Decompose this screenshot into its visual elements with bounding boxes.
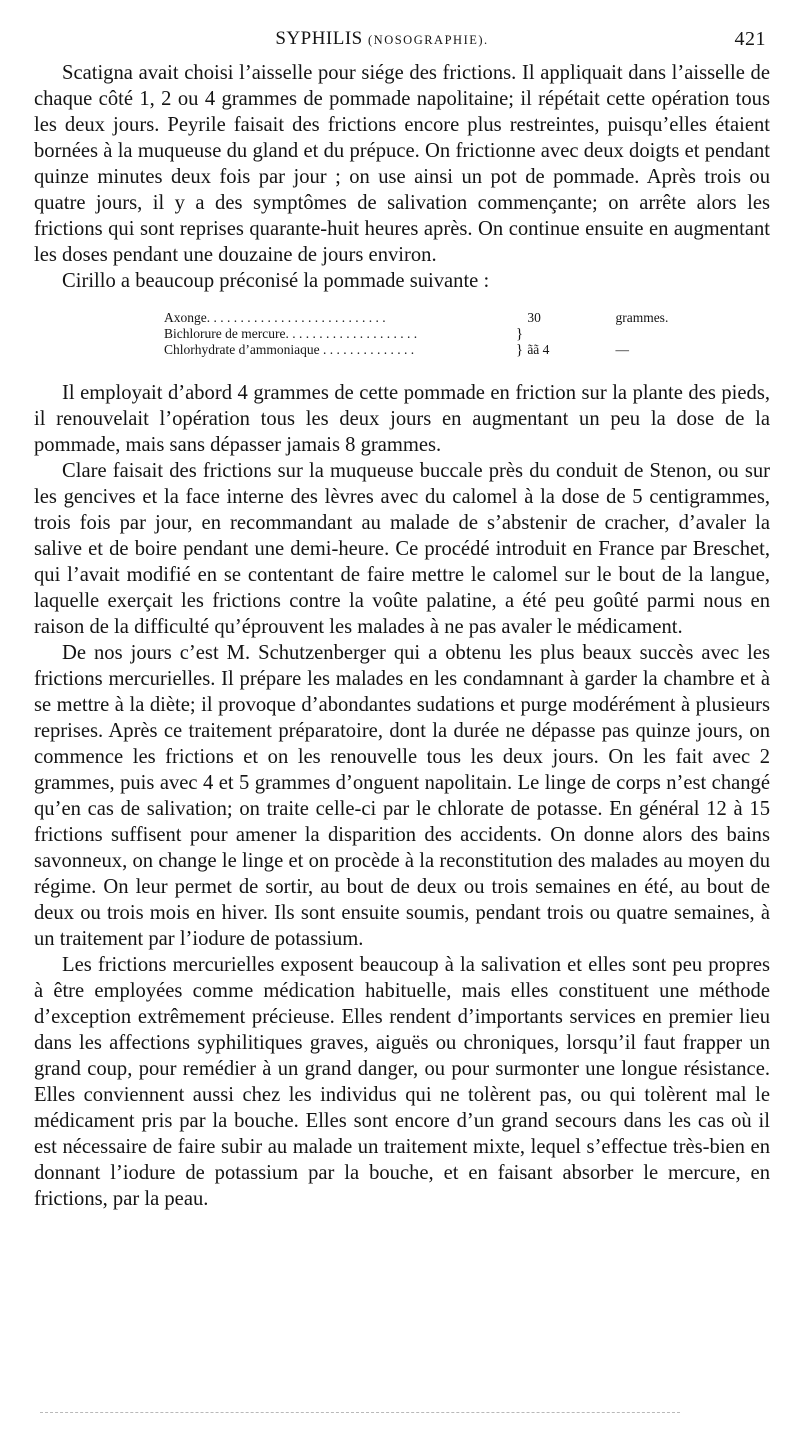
formula-unit: grammes.	[615, 310, 669, 325]
footer-rule	[40, 1412, 680, 1413]
formula-row	[164, 310, 684, 326]
running-title	[34, 28, 770, 50]
paragraph-schutzenberger: De nos jours c’est M. Schutzenberger qui a obtenu les plus beaux succès avec les frictions mercurielles. Il prépare les malades en les condamnant à garder la chambre et à se mettre à la diète; il provoque d’abondantes sudations et purge modérément à plusieurs reprises. Après ce traitement préparatoire, dont la durée ne dépasse pas quinze jours, on commence les frictions et on les renouvelle tous les deux jours. On les fait avec 2 grammes, puis avec 4 et 5 grammes d’onguent napolitain. Le linge de corps n’est changé qu’en cas de salivation; on traite celle-ci par le chlorate de potasse. En général 12 à 15 frictions suffisent pour amener la disparition des accidents. On donne alors des bains savonneux, on change le linge et on procède à la reconstitution des malades au moyen du régime. On leur permet de sortir, au bout de deux ou trois semaines en été, au bout de deux ou trois mois en hiver. Ils sont ensuite soumis, pendant trois ou quatre semaines, à un traitement par l’iodure de potassium.	[34, 642, 770, 950]
formula-row	[164, 342, 684, 358]
formula-bracket: }	[515, 326, 524, 342]
running-title-sub: (NOSOGRAPHIE).	[368, 33, 489, 47]
formula-bracket: }	[515, 342, 524, 358]
paragraph-dosage: Il employait d’abord 4 grammes de cette pommade en friction sur la plante des pieds, il renouvelait l’opération tous les deux jours en augmentant un peu la dose de la pommade, mais sans dépasser jamais 8 grammes.	[34, 382, 770, 456]
paragraph-clare: Clare faisait des frictions sur la muqueuse buccale près du conduit de Stenon, ou sur les gencives et la face interne des lèvres avec du calomel à la dose de 5 centigrammes, trois fois par jour, en recommandant au malade de s’abstenir de cracher, d’avaler la salive et de boire pendant une demi-heure. Ce procédé introduit en France par Breschet, qui l’avait modifié en se contentant de faire mettre le calomel sur le bout de la langue, laquelle exerçait les frictions contre la voûte palatine, a été peu goûté parmi nous en raison de la difficulté qu’éprouvent les malades à ne pas avaler le médicament.	[34, 460, 770, 638]
running-title-main: SYPHILIS	[275, 28, 363, 49]
paragraph-cirillo: Cirillo a beaucoup préconisé la pommade suivante :	[62, 270, 490, 292]
formula-quantity: ãã 4	[527, 342, 550, 357]
page-number: 421	[734, 28, 766, 50]
running-header	[34, 28, 770, 60]
paragraph-scatigna: Scatigna avait choisi l’aisselle pour siége des frictions. Il appliquait dans l’aisselle de chaque côté 1, 2 ou 4 grammes de pommade napolitaine; il répétait cette opération tous les deux jours. Peyrile faisait des frictions encore plus restreintes, puisqu’elles étaient bornées à la muqueuse du gland et du prépuce. On frictionne avec deux doigts et pendant quinze minutes deux fois par jour ; on use ainsi un pot de pommade. Après trois ou quatre jours, il y a des symptômes de salivation commençante; on arrête alors les frictions qui sont reprises quarante-huit heures après. On continue ensuite en augmentant les doses pendant une douzaine de jours environ.	[34, 62, 770, 266]
formula-ingredient: Chlorhydrate d’ammoniaque . . . . . . . . . . . . . .	[164, 342, 415, 357]
formula-table	[164, 310, 684, 358]
formula-unit: —	[615, 342, 629, 357]
formula-quantity: 30	[527, 310, 541, 325]
formula-ingredient: Bichlorure de mercure. . . . . . . . . . . . . . . . . . . .	[164, 326, 418, 341]
formula-row	[164, 326, 684, 342]
paragraph-conclusion: Les frictions mercurielles exposent beaucoup à la salivation et elles sont peu propres à être employées comme médication habituelle, mais elles constituent une méthode d’exception extrêmement précieuse. Elles rendent d’importants services en premier lieu dans les affections syphilitiques graves, aiguës ou chroniques, lorsqu’il faut frapper un grand coup, pour remédier à un grand danger, ou pour surmonter une longue résistance. Elles conviennent aussi chez les individus qui ne tolèrent pas, ou qui tolèrent mal le médicament pris par la bouche. Elles sont encore d’un grand secours dans les cas où il est nécessaire de faire subir au malade un traitement mixte, lequel s’effectue très-bien en donnant l’iodure de potassium par la bouche, et en faisant absorber le mercure, en frictions, par la peau.	[34, 954, 770, 1210]
formula-ingredient: Axonge. . . . . . . . . . . . . . . . . . . . . . . . . . .	[164, 310, 386, 325]
